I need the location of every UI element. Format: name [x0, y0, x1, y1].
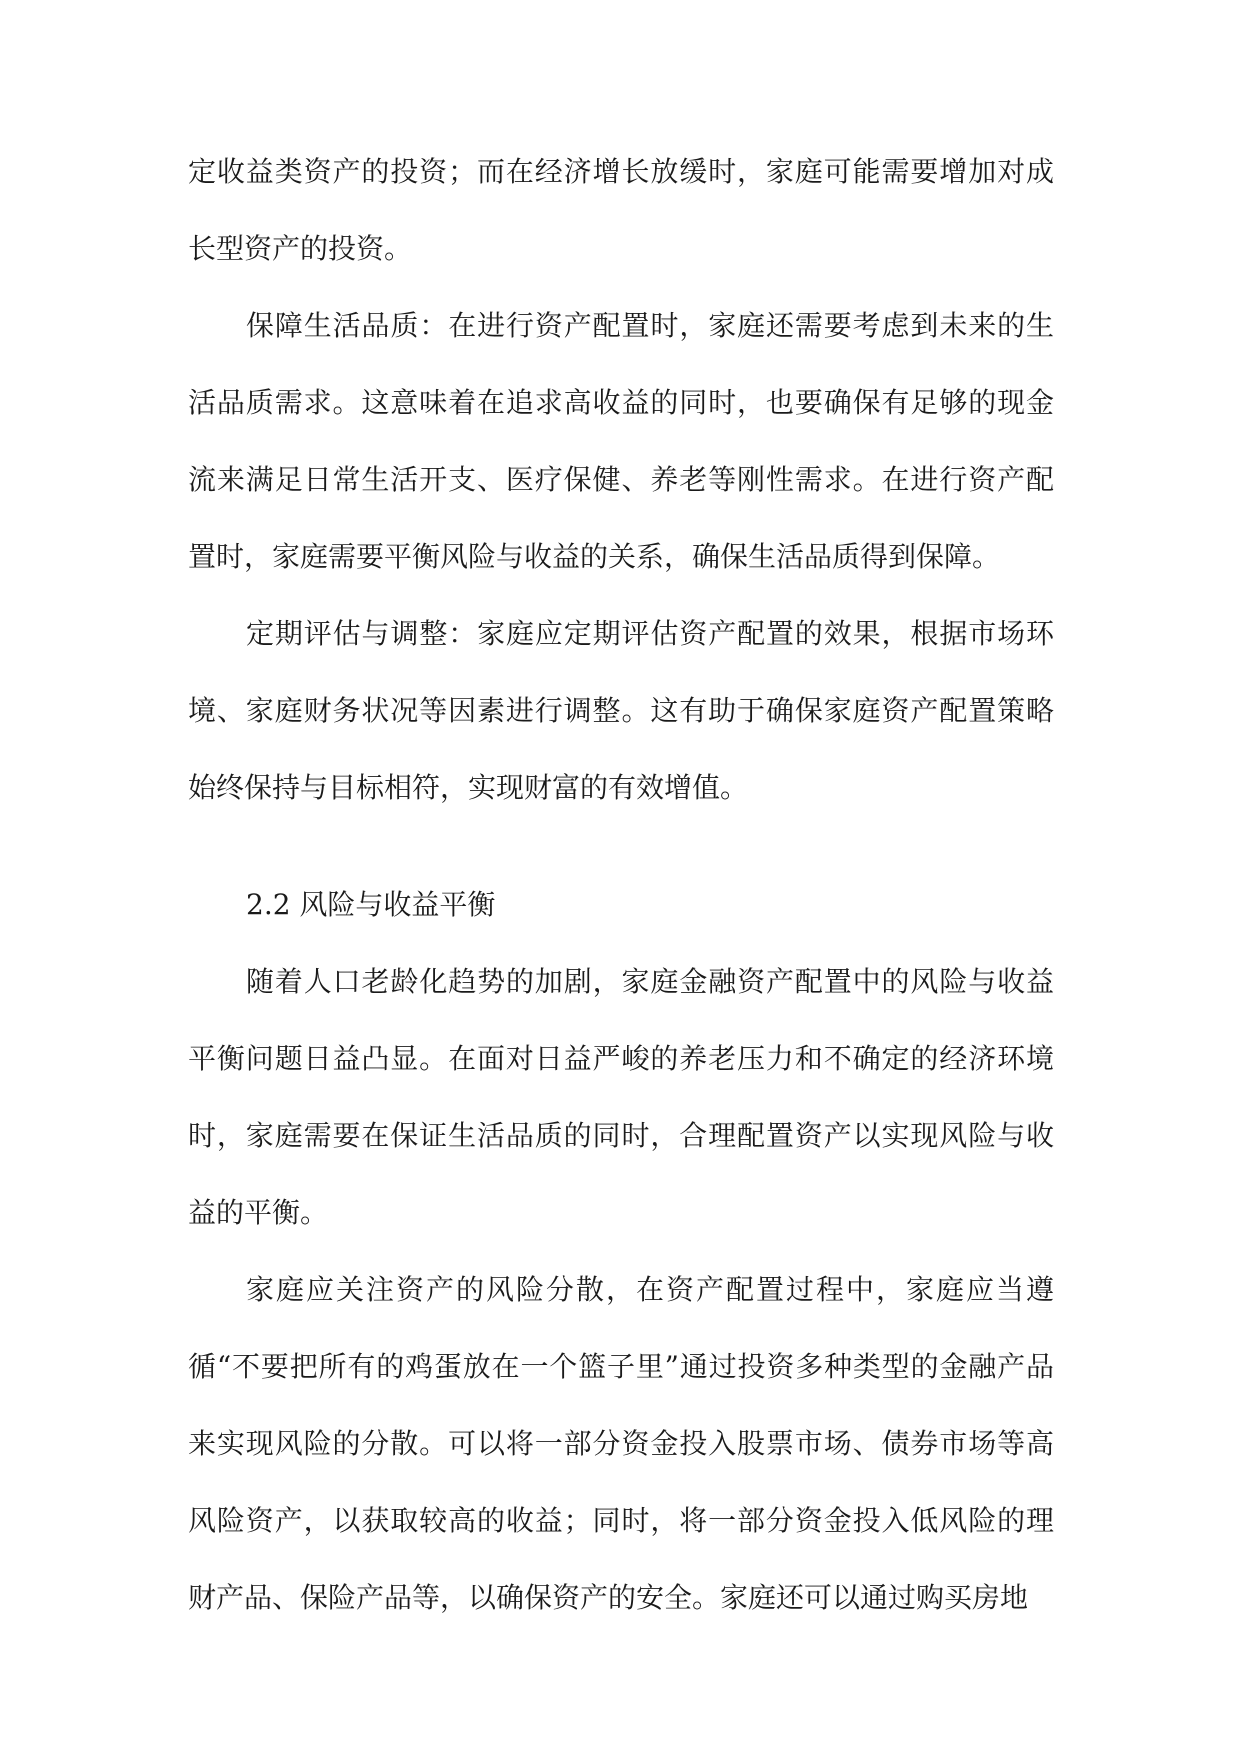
paragraph-risk-diversification: 家庭应关注资产的风险分散，在资产配置过程中，家庭应当遵循“不要把所有的鸡蛋放在一个篮子里”通过投资多种类型的金融产品来实现风险的分散。可以将一部分资金投入股票市场、债券市场等高风险资产，以获取较高的收益；同时，将一部分资金投入低风险的理财产品、保险产品等，以确保资产的安全。家庭还可以通过购买房地 — [188, 1273, 1054, 1614]
paragraph-risk-return-intro: 随着人口老龄化趋势的加剧，家庭金融资产配置中的风险与收益平衡问题日益凸显。在面对日益严峻的养老压力和不确定的经济环境时，家庭需要在保证生活品质的同时，合理配置资产以实现风险与收益的平衡。 — [188, 965, 1054, 1229]
paragraph-periodic-review: 定期评估与调整：家庭应定期评估资产配置的效果，根据市场环境、家庭财务状况等因素进行调整。这有助于确保家庭资产配置策略始终保持与目标相符，实现财富的有效增值。 — [188, 617, 1054, 804]
document-page — [188, 133, 1054, 1636]
paragraph-continuation: 定收益类资产的投资；而在经济增长放缓时，家庭可能需要增加对成长型资产的投资。 — [188, 155, 1054, 265]
paragraph-quality-of-life: 保障生活品质：在进行资产配置时，家庭还需要考虑到未来的生活品质需求。这意味着在追求高收益的同时，也要确保有足够的现金流来满足日常生活开支、医疗保健、养老等刚性需求。在进行资产配置时，家庭需要平衡风险与收益的关系，确保生活品质得到保障。 — [188, 309, 1054, 573]
section-heading: 2.2 风险与收益平衡 — [246, 888, 496, 921]
